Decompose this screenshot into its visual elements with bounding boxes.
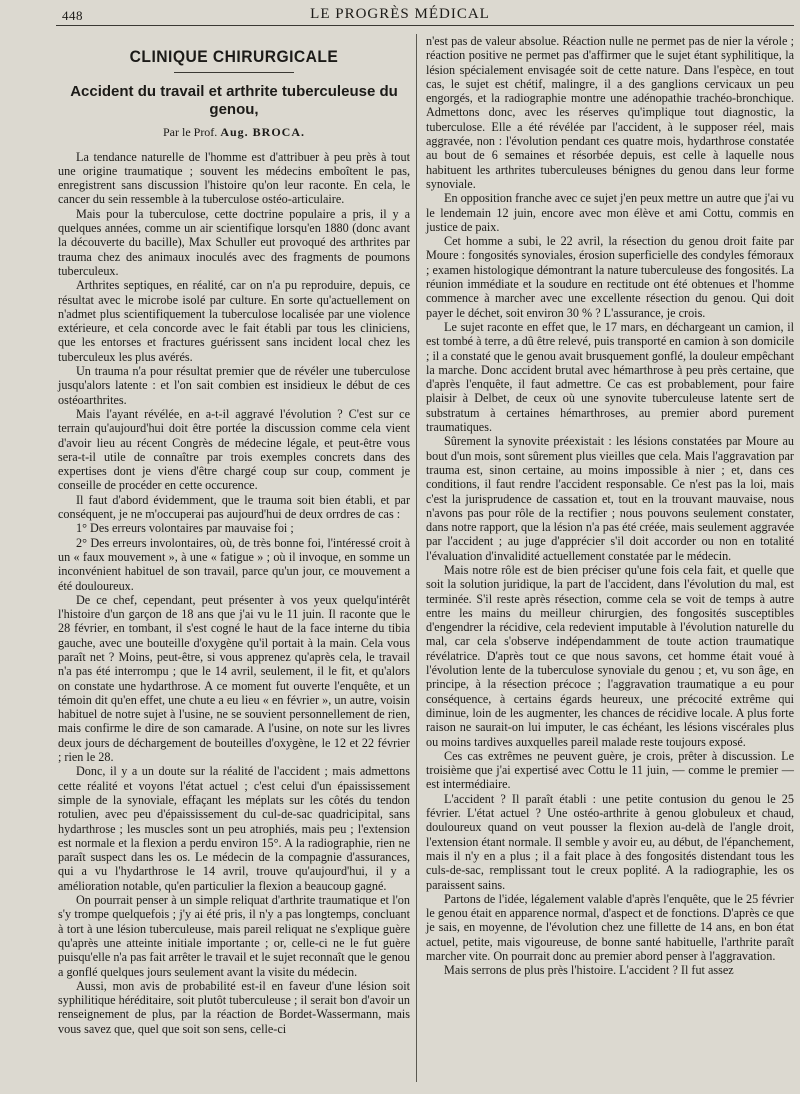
paragraph: L'accident ? Il paraît établi : une petite contusion du genou le 25 février. L'état actuel ? Une ostéo-arthrite à genou globuleux et chaud, douloureux quand on veut pousser la flexion au-delà de l'angle droit, l'extension étant normale. Il semble y avoir eu, au début, de l'épanchement, mais il n'y en a plus ; il a fait place à des fongosités distendant tous les culs-de-sac, remplissant tout le creux poplité. A la radiographie, les os paraissent sains. [426,791,794,892]
paragraph: Donc, il y a un doute sur la réalité de l'accident ; mais admettons cette réalité et voyons l'état actuel ; c'est celui d'un épaississement simple de la synoviale, effaçant les méplats sur les côtés du tendon rotulien, avec peu d'épaississement du cul-de-sac quadricipital, sans hydarthrose ; les muscles sont un peu atrophiés, mais peu ; l'extension est normale et la flexion a perdu environ 15°. A la radiographie, rien ne paraît suspect dans les os. Le médecin de la compagnie d'assurances, qui a vu l'hydarthrose le 14 avril, trouve qu'aujourd'hui, il y a amélioration notable, qu'en particulier la flexion a beaucoup gagné. [58,764,410,893]
paragraph: Mais l'ayant révélée, en a-t-il aggravé l'évolution ? C'est sur ce terrain qu'aujourd'hui doit être portée la discussion comme cela vient d'avoir lieu au récent Congrès de médecine légale, et peut-être vous sera-t-il utile de connaître par trois exemples concrets dans des expertises dont je viens d'être chargé coup sur coup, comment je conseille de procéder en cette occurence. [58,406,410,493]
paragraph: Cet homme a subi, le 22 avril, la résection du genou droit faite par Moure : fongosités synoviales, érosion superficielle des condyles fémoraux ; examen histologique démontrant la nature tuberculeuse des fongosités. La réunion immédiate et la soudure en rectitude ont été obtenues et l'homme commence à marcher avec une excellente résection du genou. Qui doit payer le déchet, soit environ 30 % ? L'assurance, je crois. [426,234,794,320]
paragraph: Mais notre rôle est de bien préciser qu'une fois cela fait, et quelle que soit la solution juridique, la part de l'accident, dans l'évolution du mal, est terminée. S'il reste après résection, comme cela se voit de temps à autre entre les mains du meilleur chirurgien, des fongosités susceptibles d'engendrer la récidive, cela redevient imputable à l'évolution naturelle du mal, car cela s'observe indépendamment de toute action traumatique révélatrice. D'après tout ce que nous savons, cet homme était voué à l'évolution lente de la tuberculose synoviale du genou ; et, vu son âge, en principe, à la résection précoce ; l'aggravation traumatique a eu pour conséquence, à certains égards heureux, une précocité extrême qui diminue, loin de les augmenter, les chances de récidive locale. A plus forte raison ne saurait-on lui imputer, le cas échéant, les lésions viscérales plus ou moins tardives auxquelles pareil malade reste toujours exposé. [426,562,794,749]
paragraph: Un trauma n'a pour résultat premier que de révéler une tuberculose jusqu'alors latente : et l'on sait combien est insidieux le début de ces ostéoarthrites. [58,364,410,407]
paragraph: En opposition franche avec ce sujet j'en peux mettre un autre que j'ai vu le lendemain 12 juin, encore avec mon élève et ami Cottu, commis en justice de paix. [426,191,794,234]
paragraph: On pourrait penser à un simple reliquat d'arthrite traumatique et l'on s'y trompe quelquefois ; j'y ai été pris, il n'y a pas longtemps, concluant à tort à une lésion tuberculeuse, mais pareil reliquat ne s'explique guère qu'après une atteinte initiale importante ; or, celle-ci ne le fut guère puisqu'elle n'a pas fait arrêter le travail et le sujet reconnaît que le genou a gonflé quelques jours seulement avant la visite du médecin. [58,893,410,979]
paragraph: Il faut d'abord évidemment, que le trauma soit bien établi, et par conséquent, je ne m'occuperai pas aujourd'hui de deux orrdres de cas : [58,492,410,522]
paragraph: La tendance naturelle de l'homme est d'attribuer à peu près à tout une origine traumatique ; souvent les médecins emboîtent le pas, enregistrent sans discussion l'histoire qu'on leur raconte. En cela, le cancer du sein ressemble à la tuberculose ostéo-articulaire. [58,149,410,207]
author-name: Aug. BROCA. [220,125,305,140]
paragraph: Partons de l'idée, légalement valable d'après l'enquête, que le 25 février le genou était en apparence normal, d'aspect et de fonctions. D'après ce que je sais, en moyenne, de l'évolution chez une fillette de 14 ans, en bon état actuel, petite, mais vigoureuse, de bonne santé habituelle, l'arthrite paraît marcher vite. On pourrait donc au premier abord penser à l'aggravation. [426,891,794,963]
paragraph: Arthrites septiques, en réalité, car on n'a pu reproduire, depuis, ce résultat avec le microbe isolé par culture. En sorte qu'actuellement on n'admet plus scientifiquement la tuberculose localisée par une violence extérieure, et cela concorde avec le fait établi par tous les cliniciens, que les entorses et fractures guérissent sans incident local chez les tuberculeux les plus avérés. [58,278,410,364]
paragraph: Mais pour la tuberculose, cette doctrine populaire a pris, il y a quelques années, comme un air scientifique lorsqu'en 1880 (donc avant la découverte du bacille), Max Schuller eut provoqué des arthrites par trauma chez des animaux inoculés avec des fragments de poumons tuberculeux. [58,206,410,278]
paragraph: 1° Des erreurs volontaires par mauvaise foi ; [76,521,294,536]
journal-title: LE PROGRÈS MÉDICAL [310,6,490,22]
paragraph: Mais serrons de plus près l'histoire. L'accident ? Il fut assez [444,963,734,978]
header-rule [56,25,794,26]
page-number: 448 [62,8,83,23]
paragraph: Ces cas extrêmes ne peuvent guère, je crois, prêter à discussion. Le troisième que j'ai expertisé avec Cottu le 11 juin, — comme le premier — est intermédiaire. [426,748,794,792]
paragraph: n'est pas de valeur absolue. Réaction nulle ne permet pas de nier la vérole ; réaction positive ne permet pas d'affirmer que le sujet étant syphilitique, la lésion spécialement envisagée soit de cette nature. Dans l'espèce, en tout cas, le sujet est chétif, malingre, il a des ganglions cervicaux un peu engorgés, et la radiographie montre une adénopathie trachéo-bronchique. Admettons donc, avec les réserves qu'implique tout diagnostic, la tuberculose. Elle a été révélée par l'accident, à le supposer réel, mais aggravée, non : l'évolution pendant ces quatre mois, hydarthrose constatée au bout de 6 semaines et résorbée depuis, est celle à laquelle nous habituent les arthrites tuberculeuses bénignes du genou dans leur forme synoviale. [426,34,794,191]
left-column [58,34,410,1036]
article-byline [58,125,410,139]
paragraph: De ce chef, cependant, peut présenter à vos yeux quelqu'intérêt l'histoire d'un garçon de 18 ans que j'ai vu le 11 juin. Il raconte que le 28 février, en tombant, il s'est cogné le haut de la face interne du tibia gauche, avec une bouteille d'oxygène qu'il portait à la main. Cela vous paraît net ? Moins, peut-être, si vous apprenez qu'après cela, le travail n'a pas été interrompu ; que le 14 avril, seulement, il le fit, et qu'alors on constate une hydarthrose. A ce moment fut ouverte l'enquête, et un témoin dit qu'en effet, une chute a eu lieu « en février », un autre, voisin habituel de notre sujet à l'usine, ne se souvient personnellement de rien, mais confirme le dire de son camarade. A l'usine, on note sur les livres deux jours de déchargement de bouteilles d'oxygène, le 12 et 22 février ; rien le 28. [58,592,410,765]
page-header [0,4,800,26]
right-column [426,34,794,978]
paragraph: 2° Des erreurs involontaires, où, de très bonne foi, l'intéressé croit à un « faux mouvement », à une « fatigue » ; où il invoque, en somme un inconvénient habituel de son travail, parce qu'un jour, ce mouvement a été douloureux. [58,535,410,593]
paragraph: Sûrement la synovite préexistait : les lésions constatées par Moure au bout d'un mois, sont sûrement plus vieilles que cela. Mais l'aggravation par trauma est, sinon certaine, au moins impossible à nier ; et, dans ces conditions, il faut rendre l'accident responsable. Ce n'est pas la loi, mais c'est la jurisprudence de cassation et, tout en la trouvant mauvaise, nous n'avons pas pour rôle de la rectifier ; nous pouvons seulement constater, dans notre rapport, que la lésion n'a pas été créée, mais seulement aggravée par l'accident ; au juge d'apprécier s'il doit accorder ou non en totalité l'évaluation d'invalidité actuellement constatée par le médecin. [426,434,794,563]
column-divider [416,34,417,1082]
section-rule [174,72,294,73]
author-prefix: Par le Prof. [162,125,218,140]
section-heading: CLINIQUE CHIRURGICALE [129,47,339,66]
article-title: Accident du travail et arthrite tuberculeuse du genou, [70,83,398,119]
paragraph: Le sujet raconte en effet que, le 17 mars, en déchargeant un camion, il est tombé à terre, a dû être relevé, puis transporté en camion à son domicile ; il a constaté que le genou avait brusquement gonflé, la douleur empêchant la marche. Donc accident brutal avec hémarthrose à peu près certaine, que d'après l'enquête, il faut admettre. Ce cas est probablement, pour faire plaisir à Delbet, de ceux où une synovite tuberculeuse latente sert de substratum à certaines hémarthroses, au premier abord purement traumatiques. [426,319,794,435]
paragraph: Aussi, mon avis de probabilité est-il en faveur d'une lésion soit syphilitique héréditaire, soit plutôt tuberculeuse ; il serait bon d'avoir un renseignement de plus, par la réaction de Bordet-Wassermann, mais vous savez que, quel que soit son sens, celle-ci [58,978,410,1036]
